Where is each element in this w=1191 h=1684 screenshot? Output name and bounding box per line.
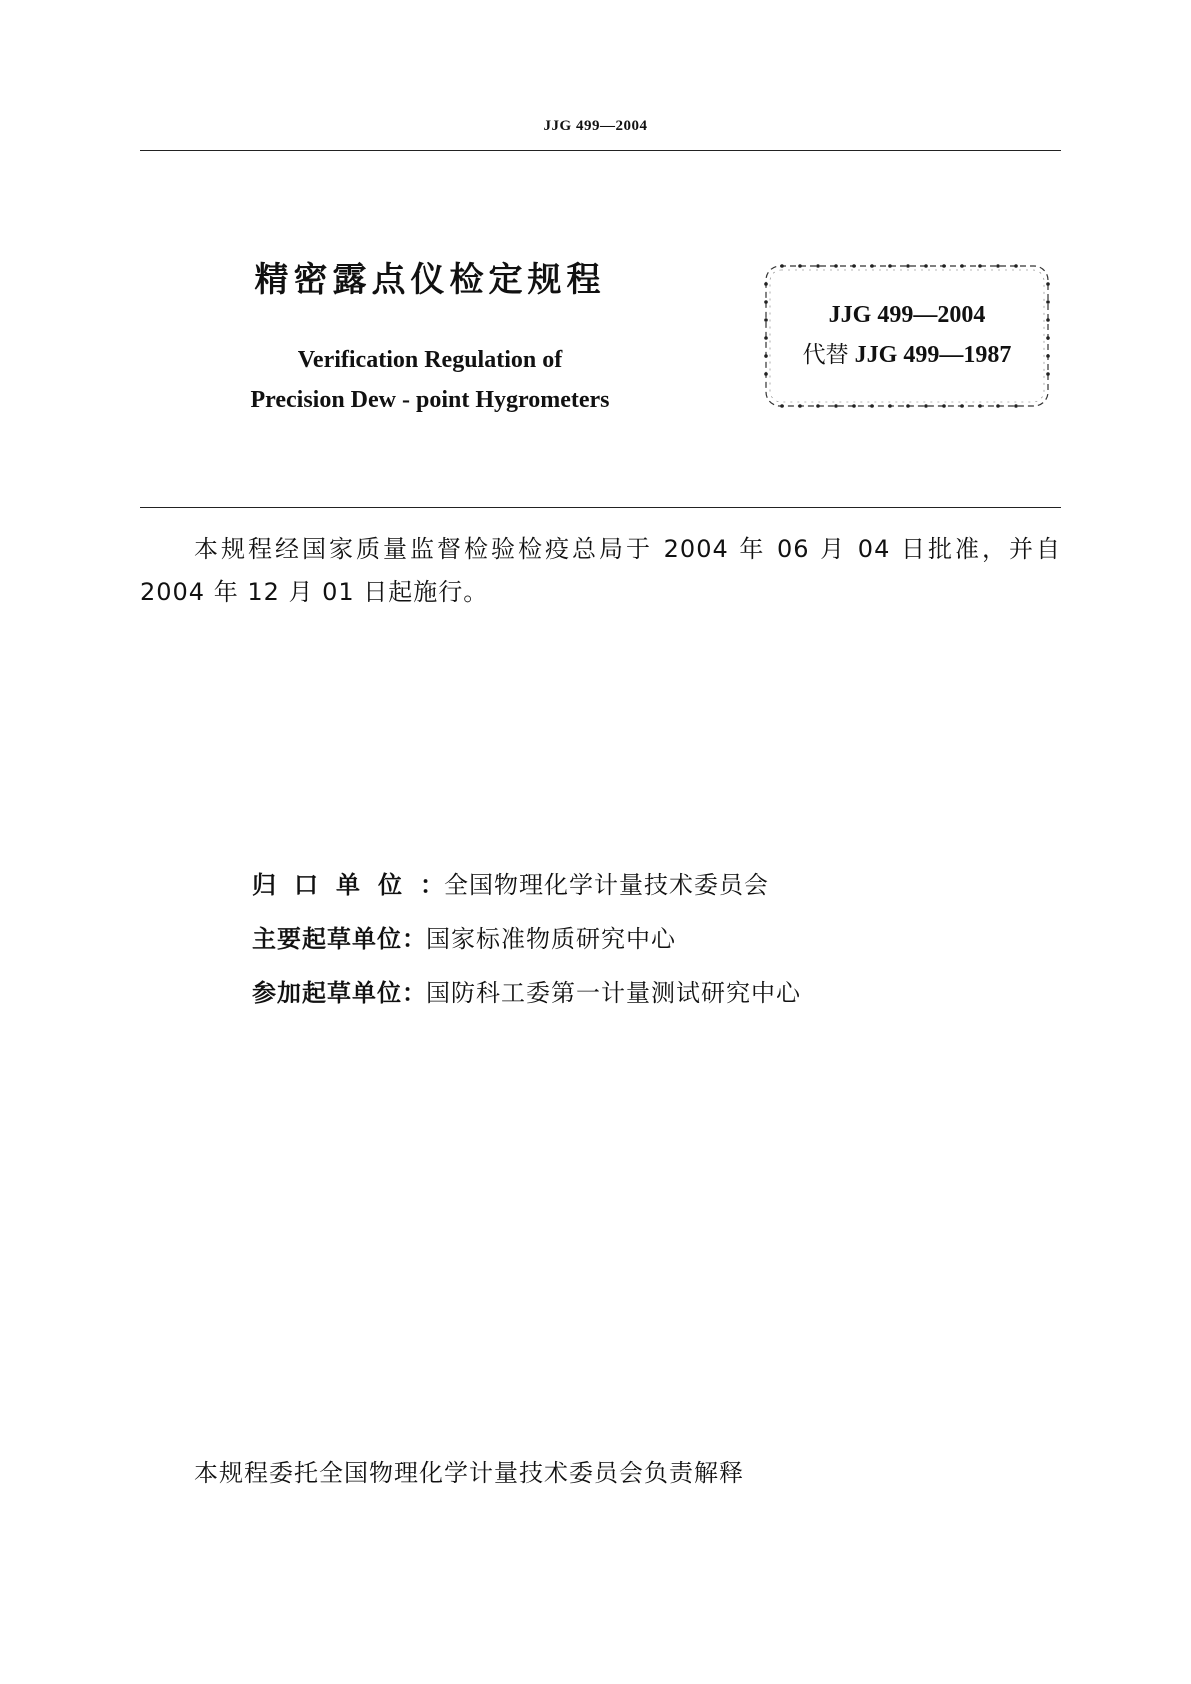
org-label: 主要起草单位 — [252, 925, 402, 953]
header-rule — [140, 150, 1061, 151]
border-dot — [906, 264, 910, 268]
border-dot — [764, 282, 768, 286]
section-rule — [140, 507, 1061, 508]
org-value: 全国物理化学计量技术委员会 — [444, 871, 769, 899]
border-dot — [942, 404, 946, 408]
interpretation-note: 本规程委托全国物理化学计量技术委员会负责解释 — [194, 1459, 744, 1487]
border-dot — [1046, 282, 1050, 286]
title-english — [180, 340, 680, 420]
org-label: 参加起草单位 — [252, 979, 402, 1007]
replaces-line — [762, 340, 1052, 370]
decorative-border — [762, 262, 1052, 410]
border-dot — [816, 404, 820, 408]
border-dot — [960, 404, 964, 408]
border-dot — [978, 404, 982, 408]
border-dot — [798, 404, 802, 408]
title-english-line2: Precision Dew - point Hygrometers — [250, 387, 610, 413]
replaces-label: 代替 — [802, 342, 849, 368]
replaced-code: JJG 499—1987 — [854, 342, 1012, 368]
standard-code-box — [762, 262, 1052, 410]
border-dot — [798, 264, 802, 268]
border-dot — [924, 264, 928, 268]
border-dot — [1014, 264, 1018, 268]
border-dot — [942, 264, 946, 268]
org-participating-drafting-unit — [252, 976, 1072, 1010]
org-colon: ： — [402, 925, 426, 953]
border-dot — [996, 264, 1000, 268]
border-dot — [852, 404, 856, 408]
title-english-line1: Verification Regulation of — [297, 347, 563, 373]
border-dot — [888, 404, 892, 408]
running-header: JJG 499—2004 — [543, 118, 648, 134]
border-dot — [888, 264, 892, 268]
org-colon: ： — [420, 871, 444, 899]
border-dot — [1046, 372, 1050, 376]
border-dot — [780, 404, 784, 408]
standard-code: JJG 499—2004 — [828, 302, 986, 328]
border-dot — [978, 264, 982, 268]
org-responsible-unit — [252, 868, 1072, 902]
border-dot — [1014, 404, 1018, 408]
title-chinese: 精密露点仪检定规程 — [254, 260, 606, 300]
approval-statement: 本规程经国家质量监督检验检疫总局于 2004 年 06 月 04 日批准，并自 2004 年 12 月 01 日起施行。 — [140, 535, 1061, 606]
border-dot — [852, 264, 856, 268]
org-colon: ： — [402, 979, 426, 1007]
org-value: 国防科工委第一计量测试研究中心 — [426, 979, 801, 1007]
border-dot — [960, 264, 964, 268]
border-dot — [870, 404, 874, 408]
border-dot — [906, 404, 910, 408]
border-dot — [924, 404, 928, 408]
border-dot — [816, 264, 820, 268]
org-value: 国家标准物质研究中心 — [426, 925, 676, 953]
border-dot — [834, 404, 838, 408]
border-dot — [870, 264, 874, 268]
border-dot — [764, 372, 768, 376]
org-label: 归口单位 — [252, 871, 420, 899]
border-dot — [834, 264, 838, 268]
border-dot — [996, 404, 1000, 408]
border-dot — [780, 264, 784, 268]
org-main-drafting-unit — [252, 922, 1072, 956]
